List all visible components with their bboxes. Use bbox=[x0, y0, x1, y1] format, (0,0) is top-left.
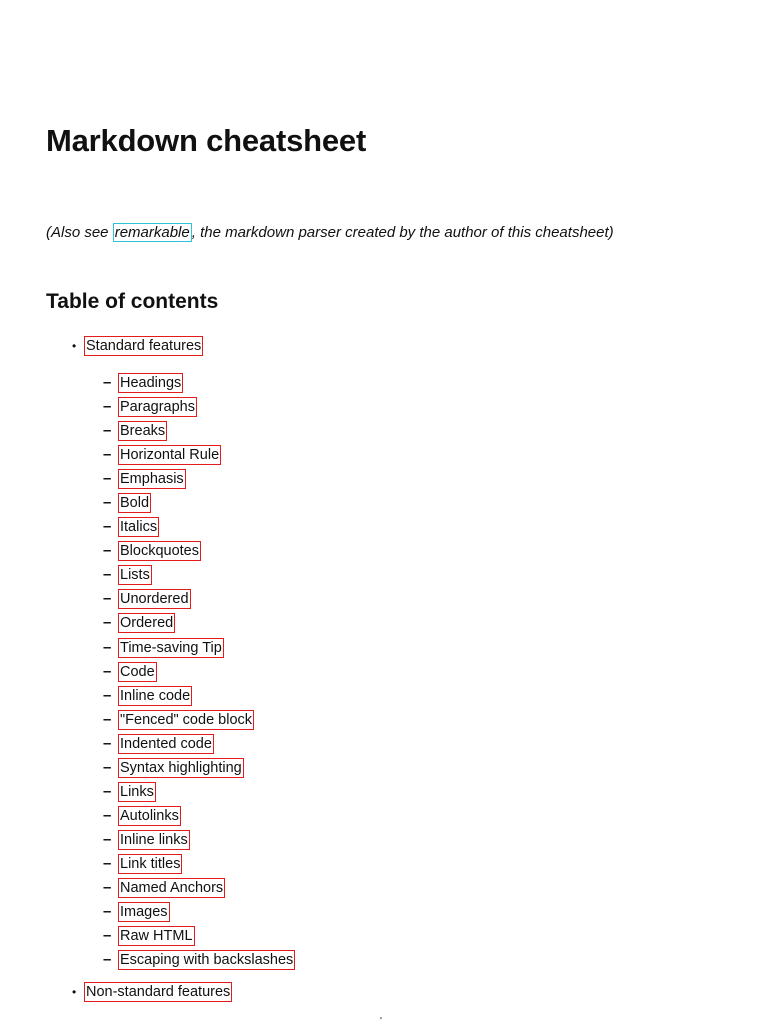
dash-icon: – bbox=[103, 830, 112, 848]
intro-paragraph bbox=[46, 224, 614, 241]
dash-icon: – bbox=[103, 782, 112, 800]
toc-link[interactable]: Inline links bbox=[120, 831, 188, 848]
toc-link[interactable]: Autolinks bbox=[120, 807, 179, 824]
dash-icon: – bbox=[103, 566, 112, 584]
toc-subitem bbox=[103, 780, 295, 804]
dash-icon: – bbox=[103, 590, 112, 608]
dash-icon: – bbox=[103, 398, 112, 416]
toc-subitem bbox=[103, 684, 295, 708]
remarkable-link[interactable]: remarkable bbox=[114, 224, 190, 241]
dash-icon: – bbox=[103, 422, 112, 440]
toc-link[interactable]: Paragraphs bbox=[120, 399, 195, 416]
toc-link[interactable]: "Fenced" code block bbox=[120, 711, 253, 728]
toc-item-non-standard-features bbox=[72, 982, 232, 1002]
dash-icon: – bbox=[103, 614, 112, 632]
toc-link[interactable]: Unordered bbox=[120, 591, 189, 608]
dash-icon: – bbox=[103, 494, 112, 512]
toc-link[interactable]: Ordered bbox=[120, 615, 174, 632]
standard-features-sublist bbox=[103, 371, 295, 972]
dash-icon: – bbox=[103, 446, 112, 464]
toc-subitem bbox=[103, 660, 295, 684]
dash-icon: – bbox=[103, 662, 112, 680]
toc-subitem bbox=[103, 467, 295, 491]
dash-icon: – bbox=[103, 758, 112, 776]
toc-link[interactable]: Raw HTML bbox=[120, 928, 193, 945]
toc-subitem bbox=[103, 852, 295, 876]
toc-subitem bbox=[103, 876, 295, 900]
toc-link[interactable]: Emphasis bbox=[120, 471, 184, 488]
toc-subitem bbox=[103, 587, 295, 611]
toc-subitem bbox=[103, 636, 295, 660]
toc-subitem bbox=[103, 804, 295, 828]
toc-link[interactable]: Named Anchors bbox=[120, 880, 224, 896]
toc-link[interactable]: Indented code bbox=[120, 735, 212, 752]
toc-link[interactable]: Blockquotes bbox=[120, 543, 199, 560]
toc-link[interactable]: Italics bbox=[120, 519, 158, 536]
toc-subitem bbox=[103, 948, 295, 972]
dash-icon: – bbox=[103, 374, 112, 392]
toc-subitem bbox=[103, 443, 295, 467]
toc-subitem bbox=[103, 611, 295, 635]
dash-icon: – bbox=[103, 686, 112, 704]
toc-link[interactable]: Lists bbox=[120, 567, 150, 584]
dash-icon: – bbox=[103, 951, 112, 969]
intro-prefix: (Also see bbox=[46, 224, 113, 241]
toc-link[interactable]: Images bbox=[120, 904, 168, 921]
dash-icon: – bbox=[103, 638, 112, 656]
dash-icon: – bbox=[103, 734, 112, 752]
toc-subitem bbox=[103, 539, 295, 563]
toc-link[interactable]: Syntax highlighting bbox=[120, 759, 242, 776]
toc-subitem bbox=[103, 756, 295, 780]
cut-off-glyph: ' bbox=[380, 1016, 382, 1027]
toc-subitem bbox=[103, 491, 295, 515]
toc-link[interactable]: Bold bbox=[120, 495, 150, 512]
toc-link[interactable]: Time-saving Tip bbox=[120, 639, 222, 656]
toc-heading: Table of contents bbox=[46, 290, 219, 313]
toc-subitem bbox=[103, 900, 295, 924]
dash-icon: – bbox=[103, 518, 112, 536]
dash-icon: – bbox=[103, 470, 112, 488]
non-standard-features-link[interactable]: Non-standard features bbox=[86, 984, 231, 1000]
toc-link[interactable]: Code bbox=[120, 663, 155, 680]
toc-link[interactable]: Horizontal Rule bbox=[120, 447, 220, 464]
toc-subitem bbox=[103, 515, 295, 539]
toc-subitem bbox=[103, 732, 295, 756]
toc-link[interactable]: Breaks bbox=[120, 423, 166, 440]
toc-link[interactable]: Links bbox=[120, 783, 154, 800]
standard-features-link[interactable]: Standard features bbox=[86, 338, 202, 354]
toc-link[interactable]: Link titles bbox=[120, 855, 181, 872]
toc-subitem bbox=[103, 395, 295, 419]
toc-link[interactable]: Headings bbox=[120, 375, 182, 392]
bullet-icon: • bbox=[72, 985, 77, 999]
toc-subitem bbox=[103, 563, 295, 587]
dash-icon: – bbox=[103, 854, 112, 872]
toc-link[interactable]: Escaping with backslashes bbox=[120, 952, 294, 969]
intro-suffix: , the markdown parser created by the author of this cheatsheet) bbox=[191, 224, 614, 241]
toc-subitem bbox=[103, 371, 295, 395]
toc-subitem bbox=[103, 828, 295, 852]
dash-icon: – bbox=[103, 806, 112, 824]
dash-icon: – bbox=[103, 927, 112, 945]
toc-link[interactable]: Inline code bbox=[120, 687, 191, 704]
toc-subitem bbox=[103, 419, 295, 443]
dash-icon: – bbox=[103, 542, 112, 560]
toc-subitem bbox=[103, 924, 295, 948]
toc-subitem bbox=[103, 708, 295, 732]
page-title: Markdown cheatsheet bbox=[46, 123, 367, 158]
bullet-icon: • bbox=[72, 339, 77, 353]
dash-icon: – bbox=[103, 903, 112, 921]
toc-item-standard-features bbox=[72, 336, 203, 356]
dash-icon: – bbox=[103, 879, 112, 896]
dash-icon: – bbox=[103, 710, 112, 728]
